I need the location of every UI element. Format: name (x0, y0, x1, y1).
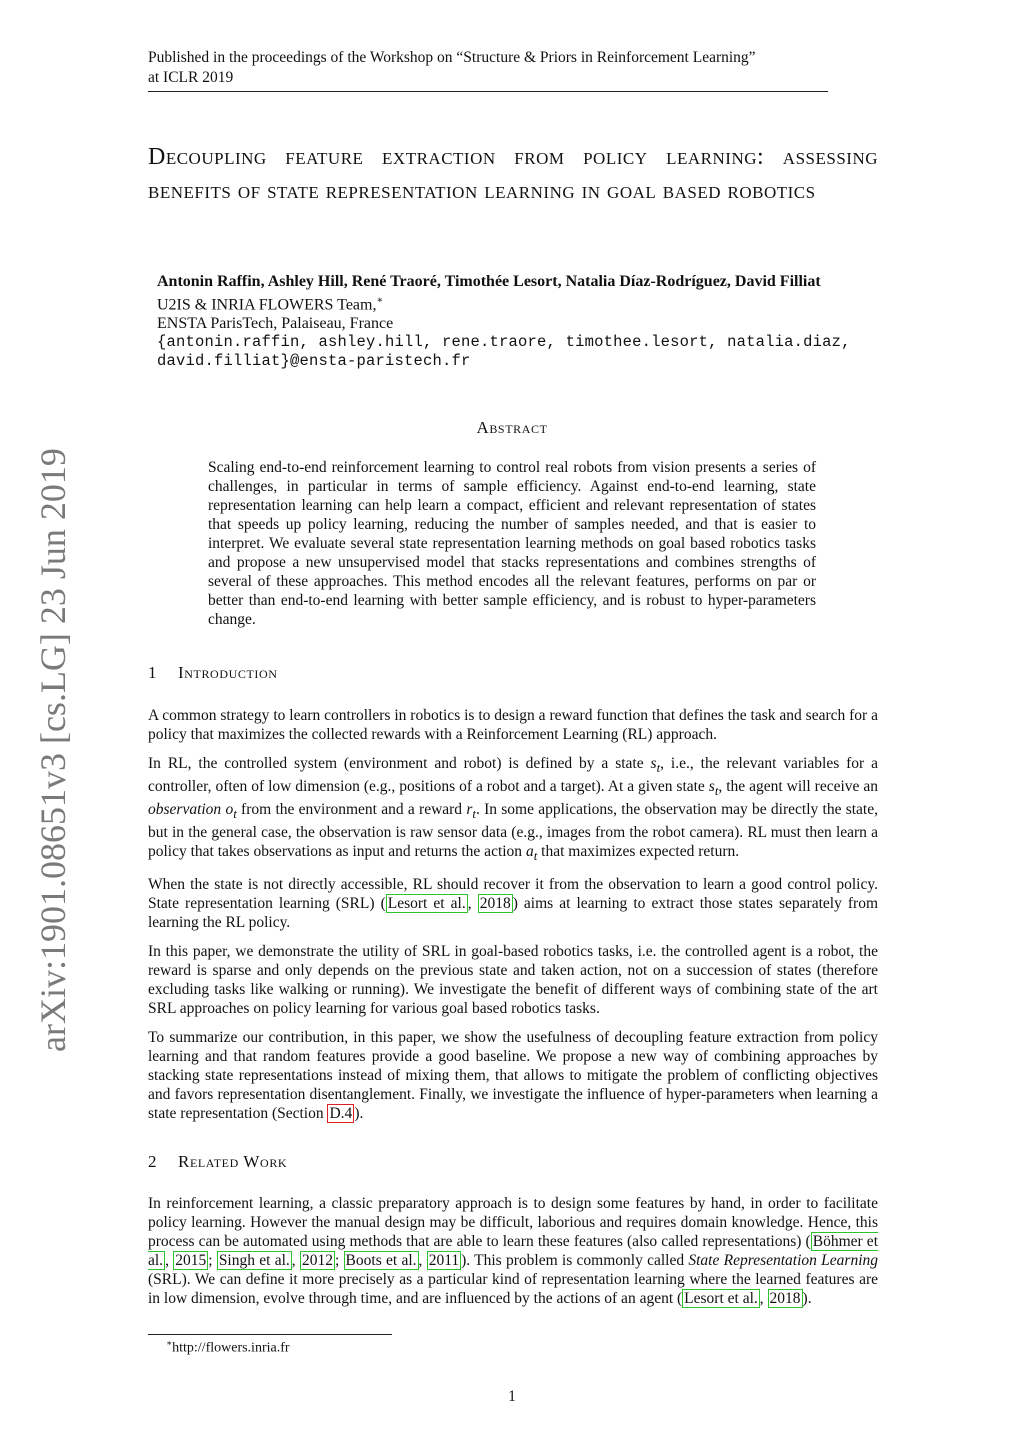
math-subscript: t (233, 806, 237, 822)
text-run: To summarize our contribution, in this paper, we show the usefulness of decoupling feature extraction from policy learning and that random features provide a good baseline. We propose a new way of combining approaches by stacking state representations instead of mixing them, that allows to mitigate the problem of conflicting objectives and favors representation disentanglement. Finally, we investigate the influence of hyper-parameters when learning a state representation (Section (148, 1029, 878, 1123)
math-s-t (650, 755, 661, 776)
math-r-t (466, 801, 476, 822)
author-names: Antonin Raffin, Ashley Hill, René Traoré, Timothée Lesort, Natalia Díaz-Rodríguez, David Filliat (157, 273, 821, 290)
text-run: , i.e., the relevant variables for a controller, often of low dimension (e.g., positions of a robot and a target). At a given state (148, 755, 878, 796)
text-run: ). This problem is commonly called (461, 1252, 689, 1269)
citation-link-year[interactable]: 2015 (175, 1252, 207, 1269)
section-1-body (148, 706, 878, 1133)
abstract-text: Scaling end-to-end reinforcement learning to control real robots from vision presents a series of challenges, in particular in terms of sample efficiency. Against end-to-end learning, state representation learning can help learn a compact, efficient and relevant representation of states that speeds up policy learning, reducing the number of samples needed, and that is easier to interpret. We evaluate several state representation learning methods on goal based robotics tasks and propose a new unsupervised model that stacks representations and combines strengths of several of these approaches. This method encodes all the relevant features, performs on par or better than end-to-end learning with better sample efficiency, and is robust to hyper-parameters change. (208, 459, 816, 628)
intro-paragraph-4: In this paper, we demonstrate the utility of SRL in goal-based robotics tasks, i.e. the controlled agent is a robot, the reward is sparse and only depends on the previous state and taken action, not on a succession of states (therefore excluding tasks like walking or running). We investigate the benefit of different ways of combining state of the art SRL approaches on policy learning for various goal based robotics tasks. (148, 943, 878, 1018)
emphasis-srl-term: State Representation Learning (688, 1252, 879, 1269)
citation-link-year[interactable]: 2018 (769, 1290, 801, 1307)
text-run: In reinforcement learning, a classic preparatory approach is to design some features by hand, in order to facilitate policy learning. However the manual design may be difficult, laborious and requires domain knowledge. Hence, this process can be automated using methods that are able to learn these features (also called representations) ( (148, 1195, 878, 1250)
related-work-paragraph-1: In reinforcement learning, a classic preparatory approach is to design some features by hand, in order to facilitate policy learning. However the manual design may be difficult, laborious and requires domain knowledge. Hence, this process can be automated using methods that are able to learn these features (also called representations) ( Böhmer et al. , 2015 ; Singh et al. , 2012 ; Boots et al. , 2011 ). This problem is commonly called State Representation Learning (SRL). We can define it more precisely as a particular kind of representation learning where the learned features are in low dimension, evolve through time, and are influenced by the actions of an agent ( Lesort et al. , 2018 ). (148, 1195, 879, 1307)
math-subscript: t (656, 760, 661, 776)
math-symbol: o (225, 801, 234, 819)
math-s-t (708, 778, 719, 799)
section-2-title: Related Work (178, 1152, 288, 1171)
section-2-heading (148, 1152, 287, 1172)
paper-title: Decoupling feature extraction from policy learning: assessing benefits of state representation learning in goal based robotics (148, 144, 878, 204)
header-line-2: at ICLR 2019 (148, 69, 234, 86)
header-rule (148, 91, 828, 92)
citation-link-year[interactable]: 2011 (428, 1252, 460, 1269)
affiliation-institution: ENSTA ParisTech, Palaiseau, France (157, 315, 394, 333)
footnote-url[interactable]: http://flowers.inria.fr (172, 1340, 290, 1356)
text-run: that maximizes expected return. (537, 843, 740, 861)
page-number: 1 (508, 1388, 516, 1405)
citation-link-year[interactable]: 2018 (479, 895, 511, 913)
citation-link-author[interactable]: Böhmer et al. (148, 1233, 878, 1269)
running-header (148, 48, 828, 88)
intro-paragraph-3: When the state is not directly accessible, RL should recover it from the observation to learn a good control policy. State representation learning (SRL) ( Lesort et al. , 2018 ) aims at learning to extract those states separately from learning the RL policy. (148, 876, 879, 932)
section-2-body (148, 1194, 878, 1318)
citation-link-author[interactable]: Boots et al. (345, 1252, 417, 1269)
affiliation-team (157, 291, 917, 314)
footnote-mark: ∗ (166, 1338, 173, 1348)
math-a-t (525, 843, 538, 864)
emphasis-observation: observation (148, 801, 222, 819)
section-ref-link[interactable]: D.4 (329, 1105, 353, 1123)
affiliation-footnote-mark[interactable]: ∗ (376, 295, 384, 306)
math-subscript: t (472, 806, 476, 822)
abstract-heading: Abstract (476, 418, 548, 437)
intro-paragraph-5 (148, 1028, 878, 1123)
section-1-heading (148, 663, 278, 683)
author-emails-line-2: david.filliat}@ensta-paristech.fr (157, 352, 471, 371)
citation-link-author[interactable]: Lesort et al. (684, 1290, 758, 1307)
arxiv-sidebar-stamp: arXiv:1901.08651v3 [cs.LG] 23 Jun 2019 (33, 448, 73, 1052)
header-line-1: Published in the proceedings of the Workshop on “Structure & Priors in Reinforcement Learning” (148, 49, 756, 66)
math-symbol: r (466, 801, 473, 819)
math-subscript: t (714, 783, 719, 799)
text-run: (SRL). We can define it more precisely as a particular kind of representation learning where the learned features are in low dimension, evolve through time, and are influenced by the actions of an agent ( (148, 1271, 878, 1307)
section-2-number: 2 (148, 1152, 158, 1171)
text-run: , the agent will receive an (718, 778, 878, 796)
text-run: ) aims at learning to extract those states separately from learning the RL policy. (148, 895, 879, 932)
footnote (166, 1338, 290, 1357)
text-run: . In some applications, the observation may be directly the state, but in the general case, the observation is raw sensor data (e.g., images from the robot camera). RL must then learn a policy that takes observations as input and returns the action (148, 801, 878, 861)
footnote-rule (148, 1334, 392, 1335)
section-1-number: 1 (148, 663, 158, 682)
citation-link-author[interactable]: Lesort et al. (387, 895, 466, 913)
math-symbol: s (708, 778, 715, 796)
author-block (157, 272, 917, 371)
text-run: When the state is not directly accessible, RL should recover it from the observation to learn a good control policy. State representation learning (SRL) ( (148, 876, 878, 913)
math-subscript: t (533, 848, 538, 864)
math-symbol: s (650, 755, 657, 772)
math-symbol: a (525, 843, 534, 861)
citation-link-year[interactable]: 2012 (301, 1252, 333, 1269)
text-run: from the environment and a reward (236, 801, 467, 819)
intro-paragraph-2 (148, 754, 878, 865)
text-run: ). (354, 1105, 364, 1123)
text-run: In RL, the controlled system (environment and robot) is defined by a state (148, 755, 651, 772)
author-emails-line-1: {antonin.raffin, ashley.hill, rene.traore, timothee.lesort, natalia.diaz, (157, 333, 851, 352)
citation-link-author[interactable]: Singh et al. (218, 1252, 290, 1269)
text-run: ). (802, 1290, 812, 1307)
section-1-title: Introduction (178, 663, 278, 682)
affiliation-team-text: U2IS & INRIA FLOWERS Team, (157, 296, 377, 314)
intro-paragraph-1: A common strategy to learn controllers in robotics is to design a reward function that defines the task and search for a policy that maximizes the collected rewards with a Reinforcement Learning (RL) approach. (148, 707, 878, 743)
math-o-t (225, 801, 237, 822)
